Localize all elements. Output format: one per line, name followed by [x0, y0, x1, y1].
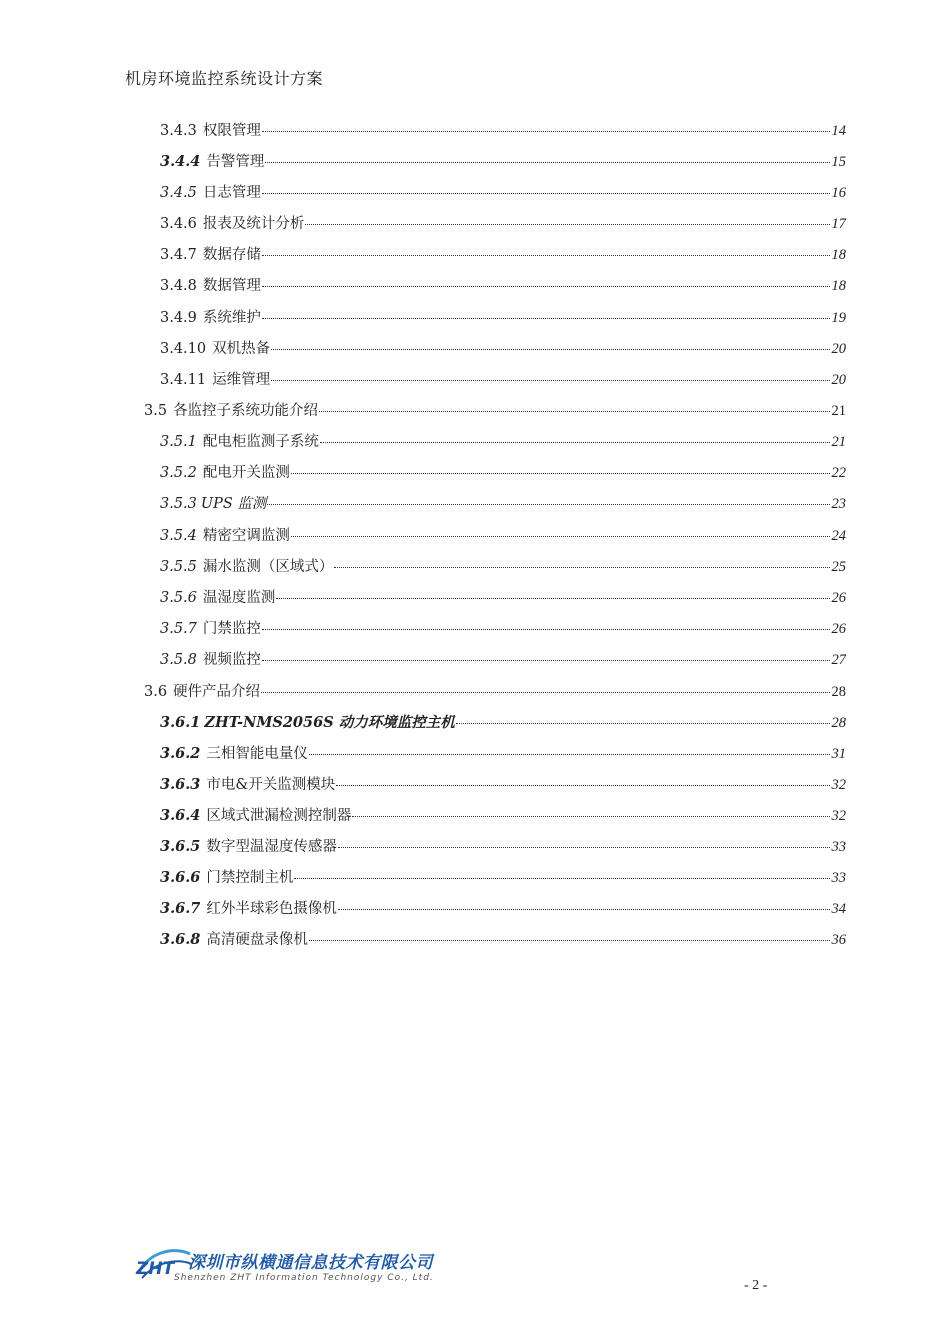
toc-dot-leader: [262, 629, 830, 630]
toc-entry-title: 温湿度监测: [202, 590, 276, 606]
toc-entry-title: 报表及统计分析: [202, 216, 305, 232]
toc-entry-number: 3.5.1: [160, 434, 197, 450]
toc-dot-leader: [262, 660, 830, 661]
toc-entry-title: 视频监控: [202, 652, 261, 668]
toc-entry-title: 配电柜监测子系统: [202, 434, 319, 450]
toc-dot-leader: [320, 442, 830, 443]
toc-entry-number: 3.5.4: [160, 528, 197, 544]
toc-entry-number: 3.5.3: [160, 496, 197, 512]
page-number: - 2 -: [744, 1278, 768, 1293]
toc-entry-number: 3.4.4: [160, 153, 201, 170]
toc-entry-page: 32: [831, 808, 846, 824]
toc-entry[interactable]: [160, 775, 846, 795]
toc-entry[interactable]: [160, 494, 846, 514]
toc-dot-leader: [319, 411, 829, 412]
toc-dot-leader: [309, 940, 830, 941]
toc-dot-leader: [336, 785, 829, 786]
toc-entry[interactable]: [160, 308, 846, 328]
toc-entry-number: 3.4.5: [160, 185, 197, 201]
toc-entry-page: 20: [831, 372, 846, 388]
toc-entry-title: 数据存储: [202, 247, 261, 263]
toc-dot-leader: [261, 692, 829, 693]
logo-mark-text: ZHT: [136, 1259, 175, 1279]
toc-entry-page: 23: [831, 496, 846, 512]
toc-entry-page: 24: [831, 528, 846, 544]
toc-entry-page: 28: [831, 684, 846, 700]
toc-section-entry[interactable]: [144, 682, 846, 702]
toc-dot-leader: [338, 847, 830, 848]
toc-dot-leader: [456, 723, 830, 724]
toc-entry-title: 门禁控制主机: [206, 870, 294, 886]
toc-entry-title: 红外半球彩色摄像机: [206, 901, 337, 917]
toc-entry-title: 门禁监控: [202, 621, 261, 637]
toc-entry-number: 3.6.6: [160, 869, 201, 886]
toc-entry[interactable]: [160, 713, 846, 733]
toc-entry-title: 数据管理: [202, 278, 261, 294]
toc-entry-title: 硬件产品介绍: [173, 684, 261, 700]
toc-entry-number: 3.4.10: [160, 341, 207, 357]
toc-entry-number: 3.4.11: [160, 372, 207, 388]
toc-entry-number: 3.6.1: [160, 714, 201, 731]
company-logo: [134, 1244, 434, 1292]
toc-entry-page: 21: [831, 403, 846, 419]
toc-entry-number: 3.5.2: [160, 465, 197, 481]
toc-entry-page: 14: [831, 123, 846, 139]
toc-dot-leader: [291, 473, 830, 474]
toc-entry[interactable]: [160, 152, 846, 172]
toc-dot-leader: [338, 909, 830, 910]
toc-entry-number: 3.5.6: [160, 590, 197, 606]
toc-entry-number: 3.4.8: [160, 278, 197, 294]
toc-entry[interactable]: [160, 837, 846, 857]
toc-entry-page: 18: [831, 278, 846, 294]
toc-entry[interactable]: [160, 526, 846, 546]
toc-entry[interactable]: [160, 245, 846, 265]
toc-entry[interactable]: [160, 619, 846, 639]
toc-entry-page: 18: [831, 247, 846, 263]
toc-dot-leader: [262, 193, 830, 194]
toc-entry-page: 15: [831, 154, 846, 170]
toc-entry-page: 36: [831, 932, 846, 948]
toc-entry[interactable]: [160, 214, 846, 234]
toc-entry-page: 32: [831, 777, 846, 793]
toc-entry-page: 25: [831, 559, 846, 575]
toc-dot-leader: [309, 754, 830, 755]
toc-entry[interactable]: [160, 899, 846, 919]
toc-entry[interactable]: [160, 744, 846, 764]
document-header-title: 机房环境监控系统设计方案: [125, 69, 324, 88]
toc-entry-title: 三相智能电量仪: [206, 746, 308, 762]
toc-entry-number: 3.4.9: [160, 310, 197, 326]
toc-entry-page: 31: [831, 746, 846, 762]
toc-entry-number: 3.6.5: [160, 838, 201, 855]
toc-entry-title: 各监控子系统功能介绍: [173, 403, 319, 419]
toc-entry[interactable]: [160, 868, 846, 888]
toc-entry[interactable]: [160, 276, 846, 296]
toc-entry[interactable]: [160, 588, 846, 608]
toc-entry-title: 漏水监测（区域式）: [202, 559, 334, 575]
toc-dot-leader: [305, 224, 829, 225]
toc-entry-number: 3.4.3: [160, 123, 197, 139]
toc-entry-title: 运维管理: [212, 372, 271, 388]
toc-entry-title: 告警管理: [206, 154, 265, 170]
toc-entry-number: 3.6.4: [160, 807, 201, 824]
toc-entry-page: 28: [831, 715, 846, 731]
toc-dot-leader: [262, 286, 830, 287]
toc-entry-title: ZHT-NMS2056S 动力环境监控主机: [204, 714, 455, 731]
toc-entry-page: 26: [831, 590, 846, 606]
toc-entry-title: 数字型温湿度传感器: [206, 839, 337, 855]
toc-entry-number: 3.6.2: [160, 745, 201, 762]
company-name-cn: 深圳市纵横通信息技术有限公司: [188, 1253, 433, 1273]
toc-entry-page: 33: [831, 870, 846, 886]
toc-entry-title: 系统维护: [202, 310, 261, 326]
toc-entry-number: 3.5: [144, 403, 168, 419]
toc-entry-page: 20: [831, 341, 846, 357]
toc-entry-title: 高清硬盘录像机: [206, 932, 308, 948]
toc-dot-leader: [262, 318, 830, 319]
toc-entry-title: 双机热备: [212, 341, 271, 357]
toc-dot-leader: [262, 131, 830, 132]
toc-entry-title: 配电开关监测: [202, 465, 290, 481]
toc-dot-leader: [262, 255, 830, 256]
toc-section-entry[interactable]: [144, 401, 846, 421]
toc-entry[interactable]: [160, 121, 846, 141]
toc-entry-page: 19: [831, 310, 846, 326]
toc-entry-page: 16: [831, 185, 846, 201]
toc-dot-leader: [291, 536, 830, 537]
toc-dot-leader: [267, 504, 829, 505]
toc-dot-leader: [276, 598, 829, 599]
toc-entry[interactable]: [160, 183, 846, 203]
toc-dot-leader: [271, 380, 829, 381]
toc-entry-title: 日志管理: [202, 185, 261, 201]
toc-entry-number: 3.6.7: [160, 900, 201, 917]
toc-entry[interactable]: [160, 432, 846, 452]
toc-entry-page: 26: [831, 621, 846, 637]
toc-entry[interactable]: [160, 339, 846, 359]
toc-entry-number: 3.6.8: [160, 931, 201, 948]
toc-entry-page: 22: [831, 465, 846, 481]
toc-entry-title: 精密空调监测: [202, 528, 290, 544]
toc-entry[interactable]: [160, 557, 846, 577]
toc-entry-page: 17: [831, 216, 846, 232]
toc-entry-title: 市电&开关监测模块: [206, 777, 336, 793]
toc-dot-leader: [352, 816, 829, 817]
toc-dot-leader: [334, 567, 829, 568]
toc-entry-number: 3.4.7: [160, 247, 197, 263]
toc-entry[interactable]: [160, 806, 846, 826]
toc-entry-page: 21: [831, 434, 846, 450]
toc-dot-leader: [271, 349, 829, 350]
toc-entry[interactable]: [160, 370, 846, 390]
toc-entry-page: 27: [831, 652, 846, 668]
toc-entry-number: 3.4.6: [160, 216, 197, 232]
toc-entry-number: 3.5.5: [160, 559, 197, 575]
toc-entry-page: 33: [831, 839, 846, 855]
toc-dot-leader: [265, 162, 829, 163]
toc-entry-title: 区域式泄漏检测控制器: [206, 808, 352, 824]
toc-dot-leader: [294, 878, 829, 879]
toc-entry-number: 3.6.3: [160, 776, 201, 793]
toc-entry-title: 权限管理: [202, 123, 261, 139]
toc-entry-title: UPS 监测: [200, 496, 267, 512]
toc-entry-number: 3.5.7: [160, 621, 197, 637]
toc-entry-number: 3.5.8: [160, 652, 197, 668]
toc-entry[interactable]: [160, 463, 846, 483]
toc-entry[interactable]: [160, 650, 846, 670]
toc-entry-page: 34: [831, 901, 846, 917]
toc-entry[interactable]: [160, 930, 846, 950]
company-name-en: Shenzhen ZHT Information Technology Co., Ltd.: [174, 1273, 434, 1283]
toc-entry-number: 3.6: [144, 684, 168, 700]
